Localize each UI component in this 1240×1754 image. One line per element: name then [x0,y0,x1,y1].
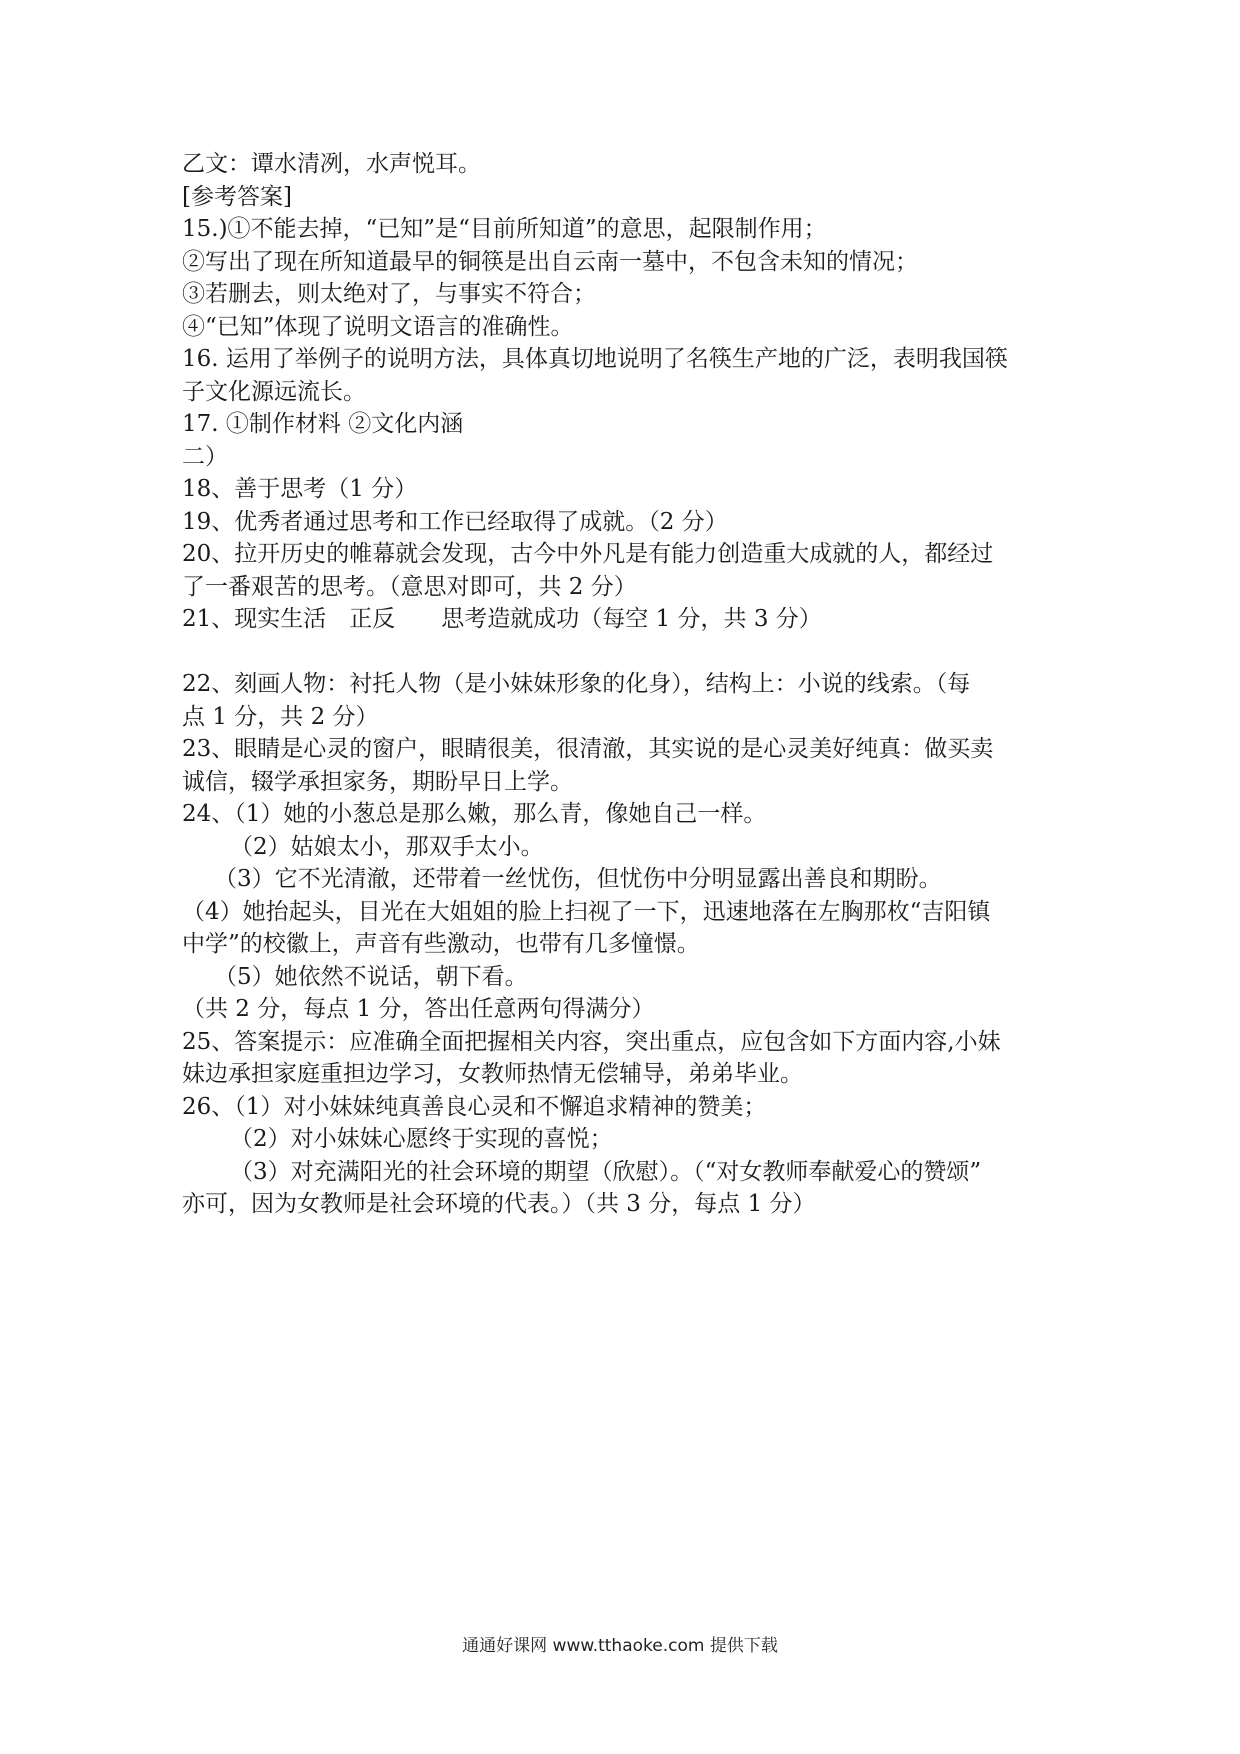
answer-24-point-3: （3）它不光清澈，还带着一丝忧伤，但忧伤中分明显露出善良和期盼。 [214,866,942,892]
answer-15-point-4: ④“已知”体现了说明文语言的准确性。 [182,313,574,340]
section-heading: [参考答案] [182,183,292,210]
spacer [182,636,1082,669]
answer-23-cont: 诚信，辍学承担家务，期盼早日上学。 [182,768,573,795]
section-marker: 二） [182,443,228,470]
answer-22-cont: 点 1 分，共 2 分） [182,703,379,730]
answer-20-cont: 了一番艰苦的思考。（意思对即可，共 2 分） [182,573,637,600]
text-line: 乙文：谭水清冽，水声悦耳。 [182,151,481,177]
document-body [182,148,1082,1221]
answer-21: 21、现实生活 正反 思考造就成功（每空 1 分，共 3 分） [182,606,822,632]
answer-17: 17. ①制作材料 ②文化内涵 [182,411,464,437]
answer-16-cont: 子文化源远流长。 [182,378,366,405]
answer-15: 15.)①不能去掉，“已知”是“目前所知道”的意思，起限制作用； [182,216,827,242]
answer-26: 26、（1）对小妹妹纯真善良心灵和不懈追求精神的赞美； [182,1093,767,1120]
answer-24: 24、（1）她的小葱总是那么嫩，那么青，像她自己一样。 [182,801,767,827]
answer-22: 22、刻画人物：衬托人物（是小妹妹形象的化身），结构上：小说的线索。（每 [182,671,971,697]
answer-18: 18、善于思考（1 分） [182,476,418,502]
answer-16: 16. 运用了举例子的说明方法，具体真切地说明了名筷生产地的广泛，表明我国筷 [182,346,1008,372]
answer-23: 23、眼睛是心灵的窗户，眼睛很美，很清澈，其实说的是心灵美好纯真：做买卖 [182,736,994,762]
answer-25-cont: 妹边承担家庭重担边学习，女教师热情无偿辅导，弟弟毕业。 [182,1061,803,1087]
answer-25: 25、答案提示：应准确全面把握相关内容，突出重点，应包含如下方面内容,小妹 [182,1028,1001,1055]
answer-19: 19、优秀者通过思考和工作已经取得了成就。（2 分） [182,508,728,535]
answer-15-point-2: ②写出了现在所知道最早的铜筷是出自云南一墓中，不包含未知的情况； [182,248,918,275]
answer-24-scoring: （共 2 分，每点 1 分，答出任意两句得满分） [182,996,655,1022]
answer-26-point-3-cont: 亦可，因为女教师是社会环境的代表。）（共 3 分，每点 1 分） [182,1191,816,1217]
answer-24-point-2: （2）姑娘太小，那双手太小。 [230,833,544,860]
answer-24-point-4: （4）她抬起头，目光在大姐姐的脸上扫视了一下，迅速地落在左胸那枚“吉阳镇 [182,898,991,925]
answer-15-point-3: ③若删去，则太绝对了，与事实不符合； [182,281,596,307]
answer-26-point-3: （3）对充满阳光的社会环境的期望（欣慰）。（“对女教师奉献爱心的赞颂” [230,1158,982,1185]
answer-20: 20、拉开历史的帷幕就会发现，古今中外凡是有能力创造重大成就的人，都经过 [182,541,994,567]
answer-24-point-5: （5）她依然不说话，朝下看。 [214,963,528,990]
footer-credit: 通通好课网 www.tthaoke.com 提供下载 [462,1636,778,1656]
answer-26-point-2: （2）对小妹妹心愿终于实现的喜悦； [230,1126,613,1152]
answer-24-point-4-cont: 中学”的校徽上，声音有些激动，也带有几多憧憬。 [182,931,700,957]
